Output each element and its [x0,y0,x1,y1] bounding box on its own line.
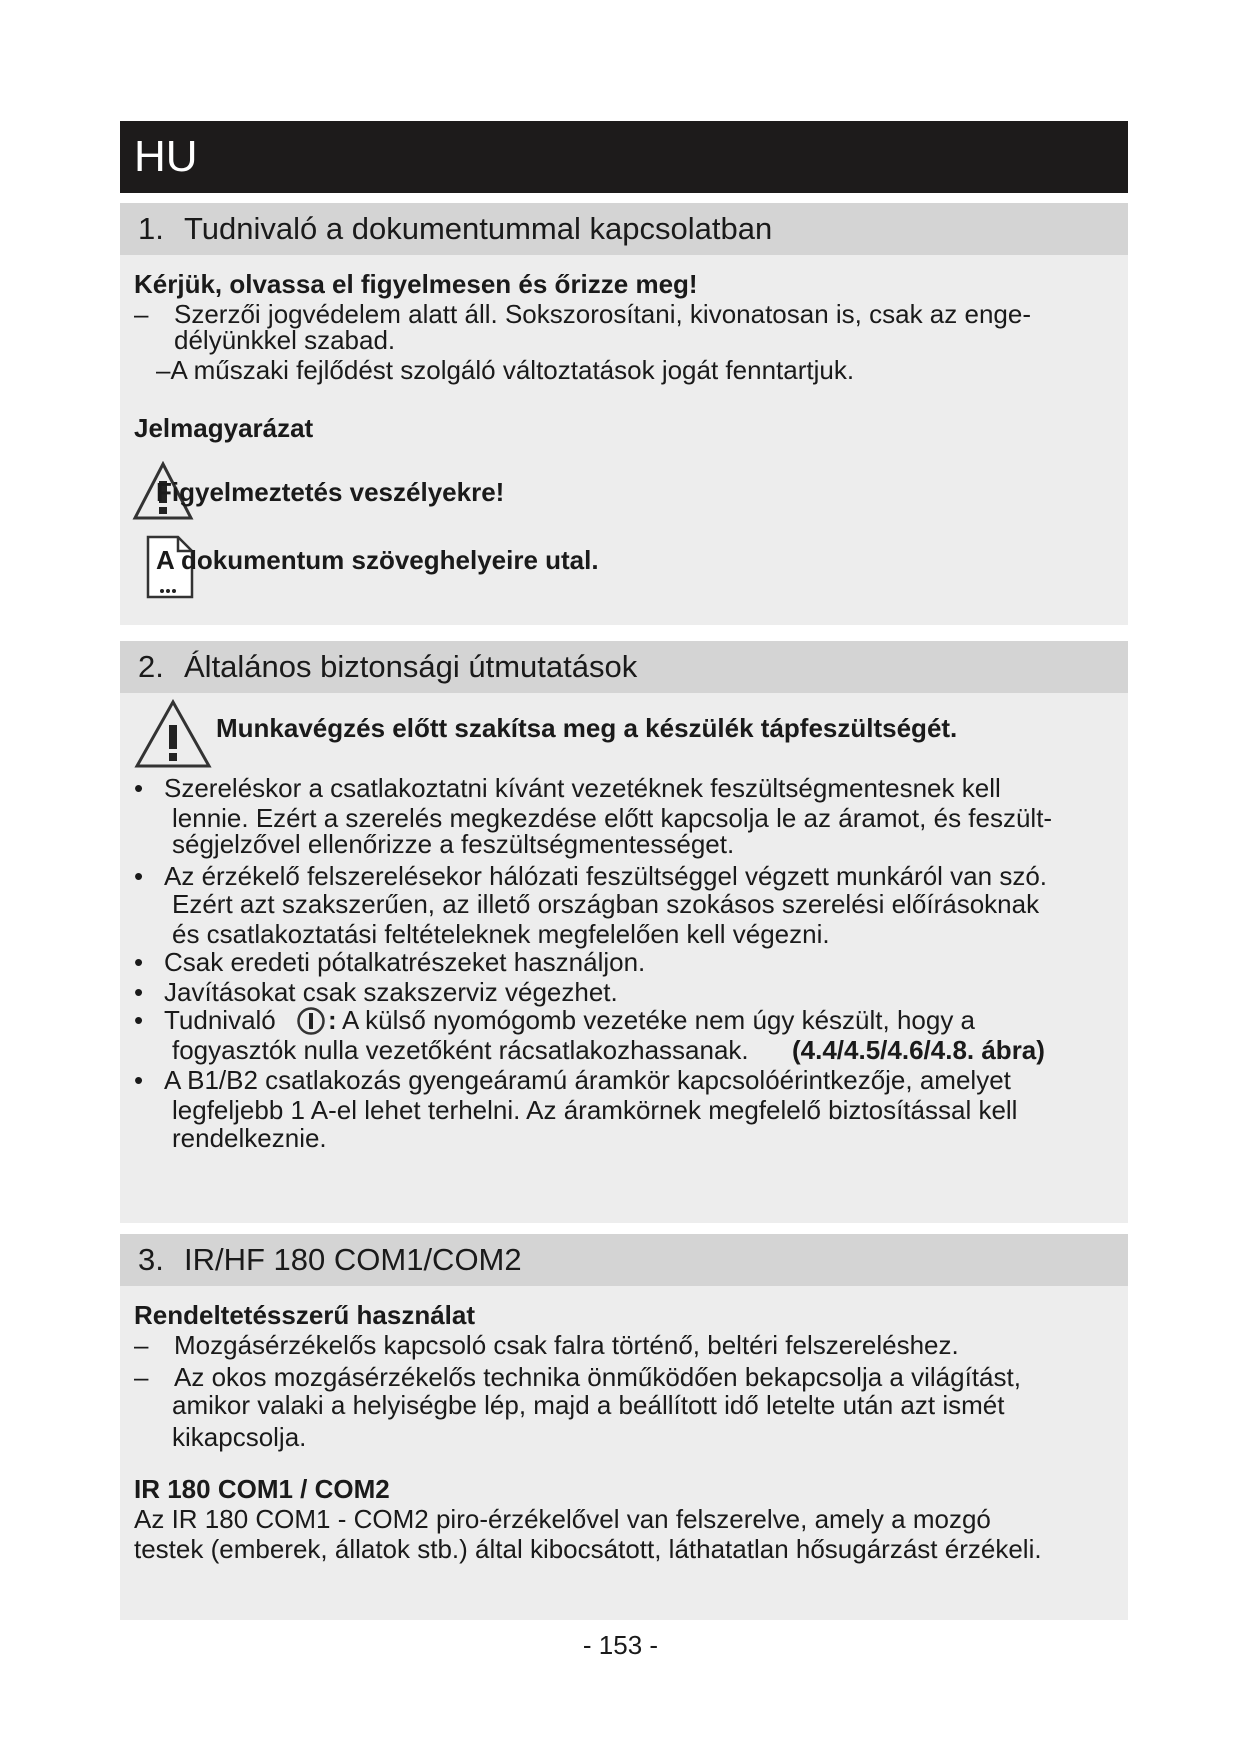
list-item-continued: amikor valaki a helyiségbe lép, majd a beállított idő letelte után azt ismét [172,1390,1005,1420]
section-number: 1. [138,211,164,246]
bullet-item: Javításokat csak szakszerviz végezhet. [164,977,618,1007]
section-document-info [120,203,1128,625]
list-item-continued: kikapcsolja. [172,1422,307,1452]
bullet-item: A külső nyomógomb vezetéke nem úgy készült, hogy a [342,1005,976,1035]
section-safety [120,641,1128,1223]
section-title: Tudnivaló a dokumentummal kapcsolatban [184,211,773,246]
section-heading [120,203,1128,255]
bullet-marker: • [134,977,144,1007]
list-item: Szerzői jogvédelem alatt áll. Sokszorosítani, kivonatosan is, csak az enge- [174,299,1031,329]
section-heading [120,1234,1128,1286]
legend-label-document: A dokumentum szöveghelyeire utal. [156,545,599,575]
bullet-item: A B1/B2 csatlakozás gyengeáramú áramkör kapcsolóérintkezője, amelyet [164,1065,1011,1095]
bullet-item-continued: lennie. Ezért a szerelés megkezdése előtt kapcsolja le az áramot, és feszült- [172,803,1053,833]
bullet-item-continued: fogyasztók nulla vezetőként rácsatlakozhassanak. [172,1035,749,1065]
bullet-marker: • [134,947,144,977]
list-item: –A műszaki fejlődést szolgáló változtatások jogát fenntartjuk. [156,355,855,385]
bullet-item: Az érzékelő felszerelésekor hálózati feszültséggel végzett munkáról van szó. [164,861,1047,891]
colon: : [328,1005,337,1035]
bullet-item: Szereléskor a csatlakoztatni kívánt vezetéknek feszültségmentesnek kell [164,773,1001,803]
ir-description: Az IR 180 COM1 - COM2 piro-érzékelővel van felszerelve, amely a mozgó [134,1504,991,1534]
language-code: HU [134,132,198,181]
legend-title: Jelmagyarázat [134,413,314,443]
section-title: Általános biztonsági útmutatások [184,649,638,684]
list-item: Az okos mozgásérzékelős technika önműködően bekapcsolja a világítást, [174,1362,1021,1392]
bullet-item-continued: és csatlakoztatási feltételeknek megfelelően kell végezni. [172,919,830,949]
legend-label-warning: Figyelmeztetés veszélyekre! [156,477,505,507]
page-number: - 153 - [582,1630,659,1660]
section-product [120,1234,1128,1620]
list-item-continued: délyünkkel szabad. [174,325,396,355]
list-marker: – [134,1362,149,1392]
section-number: 2. [138,649,164,684]
bullet-item-continued: rendelkeznie. [172,1123,327,1153]
bullet-marker: • [134,861,144,891]
info-notice-icon [296,1006,326,1036]
bullet-item-continued: Ezért azt szakszerűen, az illető országban szokásos szerelési előírásoknak [172,889,1040,919]
section-title: IR/HF 180 COM1/COM2 [184,1242,522,1277]
figure-reference: (4.4/4.5/4.6/4.8. ábra) [792,1035,1045,1065]
intended-use-title: Rendeltetésszerű használat [134,1300,476,1330]
bullet-marker: • [134,1065,144,1095]
bullet-item-continued: legfeljebb 1 A-el lehet terhelni. Az áramkörnek megfelelő biztosítással kell [172,1095,1018,1125]
list-marker: – [134,299,149,329]
safety-warning-text: Munkavégzés előtt szakítsa meg a készülék tápfeszültségét. [216,713,958,743]
bullet-marker: • [134,773,144,803]
ir-description: testek (emberek, állatok stb.) által kibocsátott, láthatatlan hősugárzást érzékeli. [134,1534,1042,1564]
language-bar [120,121,1128,193]
bullet-item-prefix: Tudnivaló [164,1005,276,1035]
bullet-item-continued: ségjelzővel ellenőrizze a feszültségmentességet. [172,829,735,859]
bullet-item: Csak eredeti pótalkatrészeket használjon. [164,947,646,977]
warning-triangle-icon [134,699,212,769]
section-number: 3. [138,1242,164,1277]
bullet-marker: • [134,1005,144,1035]
section-heading [120,641,1128,693]
list-item: Mozgásérzékelős kapcsoló csak falra történő, beltéri felszereléshez. [174,1330,959,1360]
ir-title: IR 180 COM1 / COM2 [134,1474,390,1504]
list-marker: – [134,1330,149,1360]
intro-text: Kérjük, olvassa el figyelmesen és őrizze meg! [134,269,698,299]
